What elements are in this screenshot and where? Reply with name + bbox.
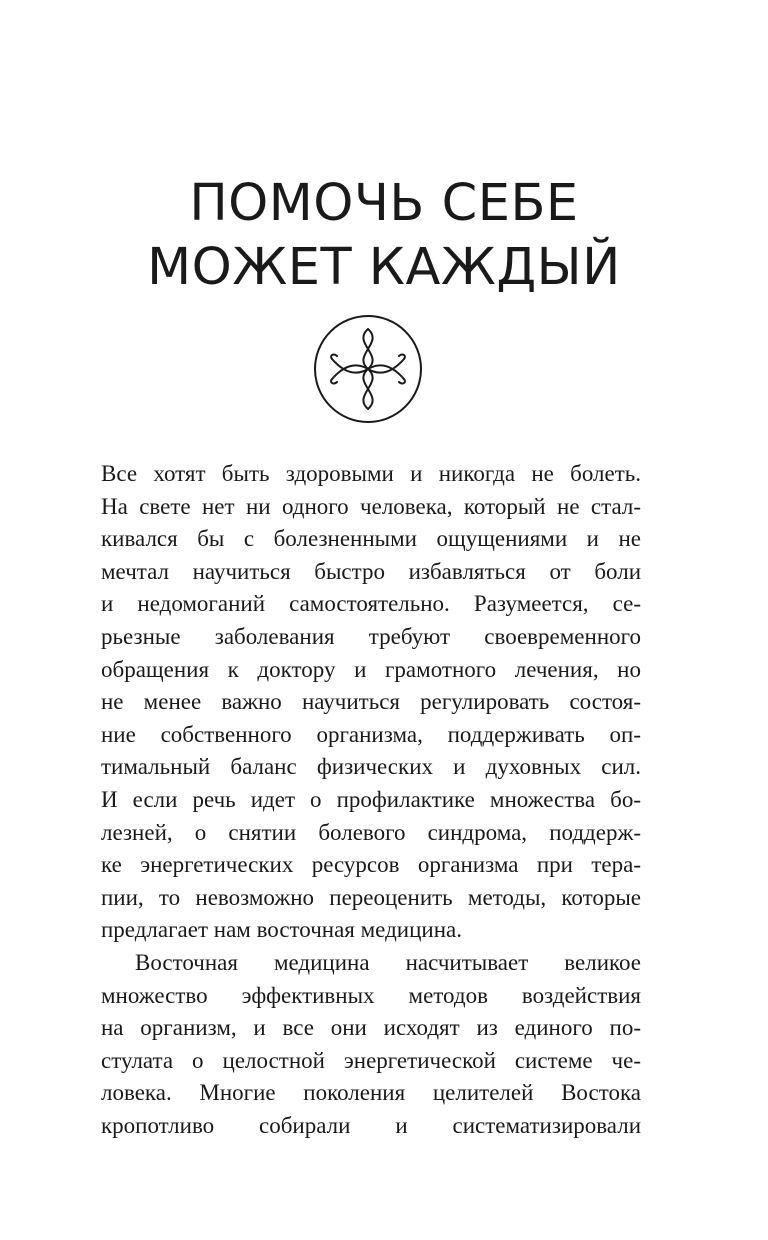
text-line: И если речь идет о профилактике множества бо- (101, 786, 641, 812)
chapter-title-line-2: МОЖЕТ КАЖДЫЙ (147, 238, 621, 297)
text-line: не менее важно научиться регулировать состоя- (101, 689, 641, 715)
text-line: на организм, и все они исходят из единого по- (101, 1015, 641, 1041)
chapter-title-line-1: ПОМОЧЬ СЕБЕ (189, 174, 579, 233)
text-line: ловека. Многие поколения целителей Востока (101, 1080, 641, 1106)
text-line: мечтал научиться быстро избавляться от боли (101, 558, 641, 584)
chapter-title (0, 172, 768, 300)
celtic-knot-ornament-icon (312, 313, 424, 425)
text-line: Восточная медицина насчитывает великое (135, 949, 641, 975)
text-line: стулата о целостной энергетической системе че- (101, 1047, 641, 1073)
text-line: предлагает нам восточная медицина. (101, 917, 462, 943)
text-line: ние собственного организма, поддерживать оп- (101, 721, 641, 747)
text-line: кропотливо собирали и систематизировали (101, 1112, 641, 1138)
text-line: рьезные заболевания требуют своевременного (101, 623, 641, 649)
text-line: кивался бы с болезненными ощущениями и не (101, 526, 641, 552)
body-text (101, 458, 641, 1142)
text-line: ке энергетических ресурсов организма при тера- (101, 852, 641, 878)
text-line: и недомоганий самостоятельно. Разумеется, се- (101, 591, 641, 617)
text-line: пии, то невозможно переоценить методы, которые (101, 884, 641, 910)
text-line: тимальный баланс физических и духовных сил. (101, 754, 641, 780)
paragraph-1 (101, 458, 641, 947)
paragraph-2 (101, 947, 641, 1143)
text-line: Все хотят быть здоровыми и никогда не болеть. (101, 461, 641, 486)
text-line: На свете нет ни одного человека, который не стал- (101, 493, 641, 519)
text-line: множество эффективных методов воздействия (101, 982, 641, 1008)
text-line: обращения к доктору и грамотного лечения, но (101, 656, 641, 682)
text-line: лезней, о снятии болевого синдрома, поддерж- (101, 819, 641, 845)
